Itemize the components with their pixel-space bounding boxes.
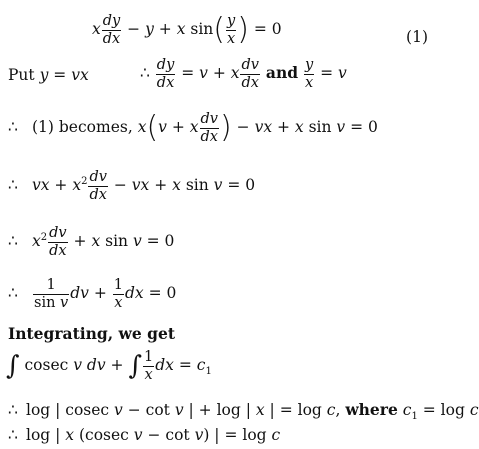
equation-separated: ∴ $\frac{1}{\text{sin v}}$ dv + $\frac{1}{x}$ dx = 0 [8, 277, 177, 311]
equation-number: (1) [406, 28, 428, 46]
equation-log: ∴ log | cosec v − cot v | + log | x | = log c, where $c_1 = \log c$ [8, 400, 479, 423]
equation-expanded: ∴ vx + $x^2$ $\frac{dv}{dx}$ − vx + x sin v = 0 [8, 169, 256, 203]
equation-1: x $\frac{dy}{dx}$ − y + x sin( $\frac{y}{x}$ ) = 0 [92, 12, 282, 47]
equation-simplified: ∴ $x^2$ $\frac{dv}{dx}$ + x sin v = 0 [8, 225, 175, 259]
becomes-text: (1) becomes, [32, 118, 133, 136]
and-text: and [265, 63, 299, 82]
put-text: Put [8, 66, 35, 84]
equation-final: ∴ log | x (cosec v − cot v) | = log c [8, 426, 281, 444]
where-text: where [345, 400, 398, 419]
substitution-derivative: ∴ $\frac{dy}{dx}$ = v + x $\frac{dv}{dx}$ and $\frac{y}{x}$ = v [140, 57, 347, 91]
substitution-line: Put y = vx [8, 66, 89, 84]
equation-becomes: ∴ (1) becomes, x(v + x $\frac{dv}{dx}$ ) − vx + x sin v = 0 [8, 110, 378, 145]
integrating-heading: Integrating, we get [8, 324, 175, 343]
equation-integral: ∫ cosec v dv + ∫ $\frac{1}{x}$ dx = $c_1$ [6, 349, 212, 383]
